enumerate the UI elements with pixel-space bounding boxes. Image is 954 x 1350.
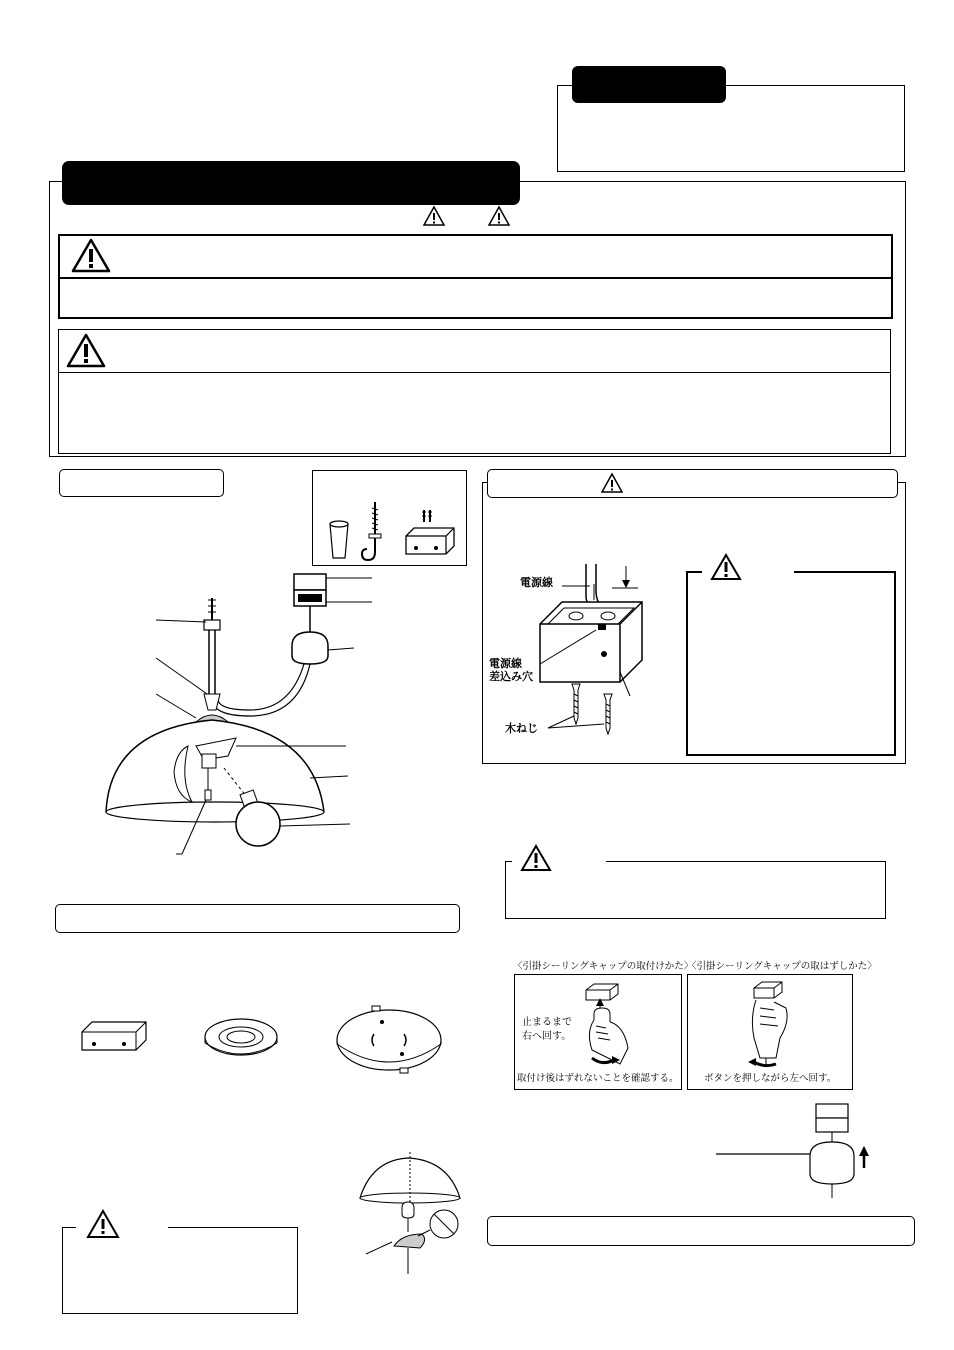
top-notice-tab [572, 66, 726, 103]
power-cord-label: 電源線 [520, 576, 553, 589]
bottom-right-heading-box [487, 1216, 915, 1246]
cap-attach-instruction-2: 右へ回す。 [522, 1031, 572, 1042]
cap-remove-note: ボタンを押しながら左へ回す。 [704, 1073, 837, 1084]
install-heading-caution-icon [601, 473, 623, 493]
wood-screw-label: 木ねじ [505, 722, 538, 735]
large-ceiling-plate-icon [334, 1004, 444, 1076]
install-caution-box [686, 571, 896, 756]
insert-hole-label-2: 差込み穴 [489, 670, 533, 683]
install-caution-icon [710, 553, 742, 581]
parts-names-heading-box [59, 469, 224, 497]
warning-triangle-icon [71, 238, 111, 273]
shade-removal-illustration [352, 1150, 466, 1280]
cap-attach-instruction-1: 止まるまで [522, 1017, 572, 1028]
caution-header-box [58, 329, 891, 373]
warning-symbol-icon [423, 206, 445, 226]
ceiling-block-fixture-icon [80, 1018, 150, 1056]
accessory-base-block-icon [402, 508, 458, 560]
note-caution-box [505, 861, 886, 919]
pendant-lamp-illustration [100, 560, 460, 860]
cap-remove-title: 〈引掛シーリングキャップの取はずしかた〉 [687, 961, 877, 972]
caution-triangle-icon [66, 333, 106, 368]
safety-section-title-tab [62, 161, 520, 205]
cap-attach-note: 取付け後はずれないことを確認する。 [517, 1073, 679, 1084]
cap-attach-title: 〈引掛シーリングキャップの取付けかた〉 [513, 961, 694, 972]
warning-body-box [58, 277, 893, 319]
note-caution-icon [520, 844, 552, 872]
install-section-heading-box [487, 469, 898, 498]
warning-header-box [58, 234, 893, 280]
round-ceiling-socket-icon [202, 1015, 280, 1061]
cap-attach-hand-illustration [580, 980, 640, 1070]
insert-hole-label-1: 電源線 [489, 657, 522, 670]
accessory-hook-icon [360, 500, 390, 564]
bottom-left-caution-icon [86, 1209, 120, 1239]
mounting-types-heading-box [55, 904, 460, 933]
accessory-bushing-icon [326, 520, 352, 562]
caution-symbol-icon [488, 206, 510, 226]
ceiling-plug-illustration [714, 1098, 884, 1198]
cap-remove-hand-illustration [740, 978, 804, 1070]
caution-body-box [58, 372, 891, 454]
bottom-left-caution-box [62, 1227, 298, 1314]
